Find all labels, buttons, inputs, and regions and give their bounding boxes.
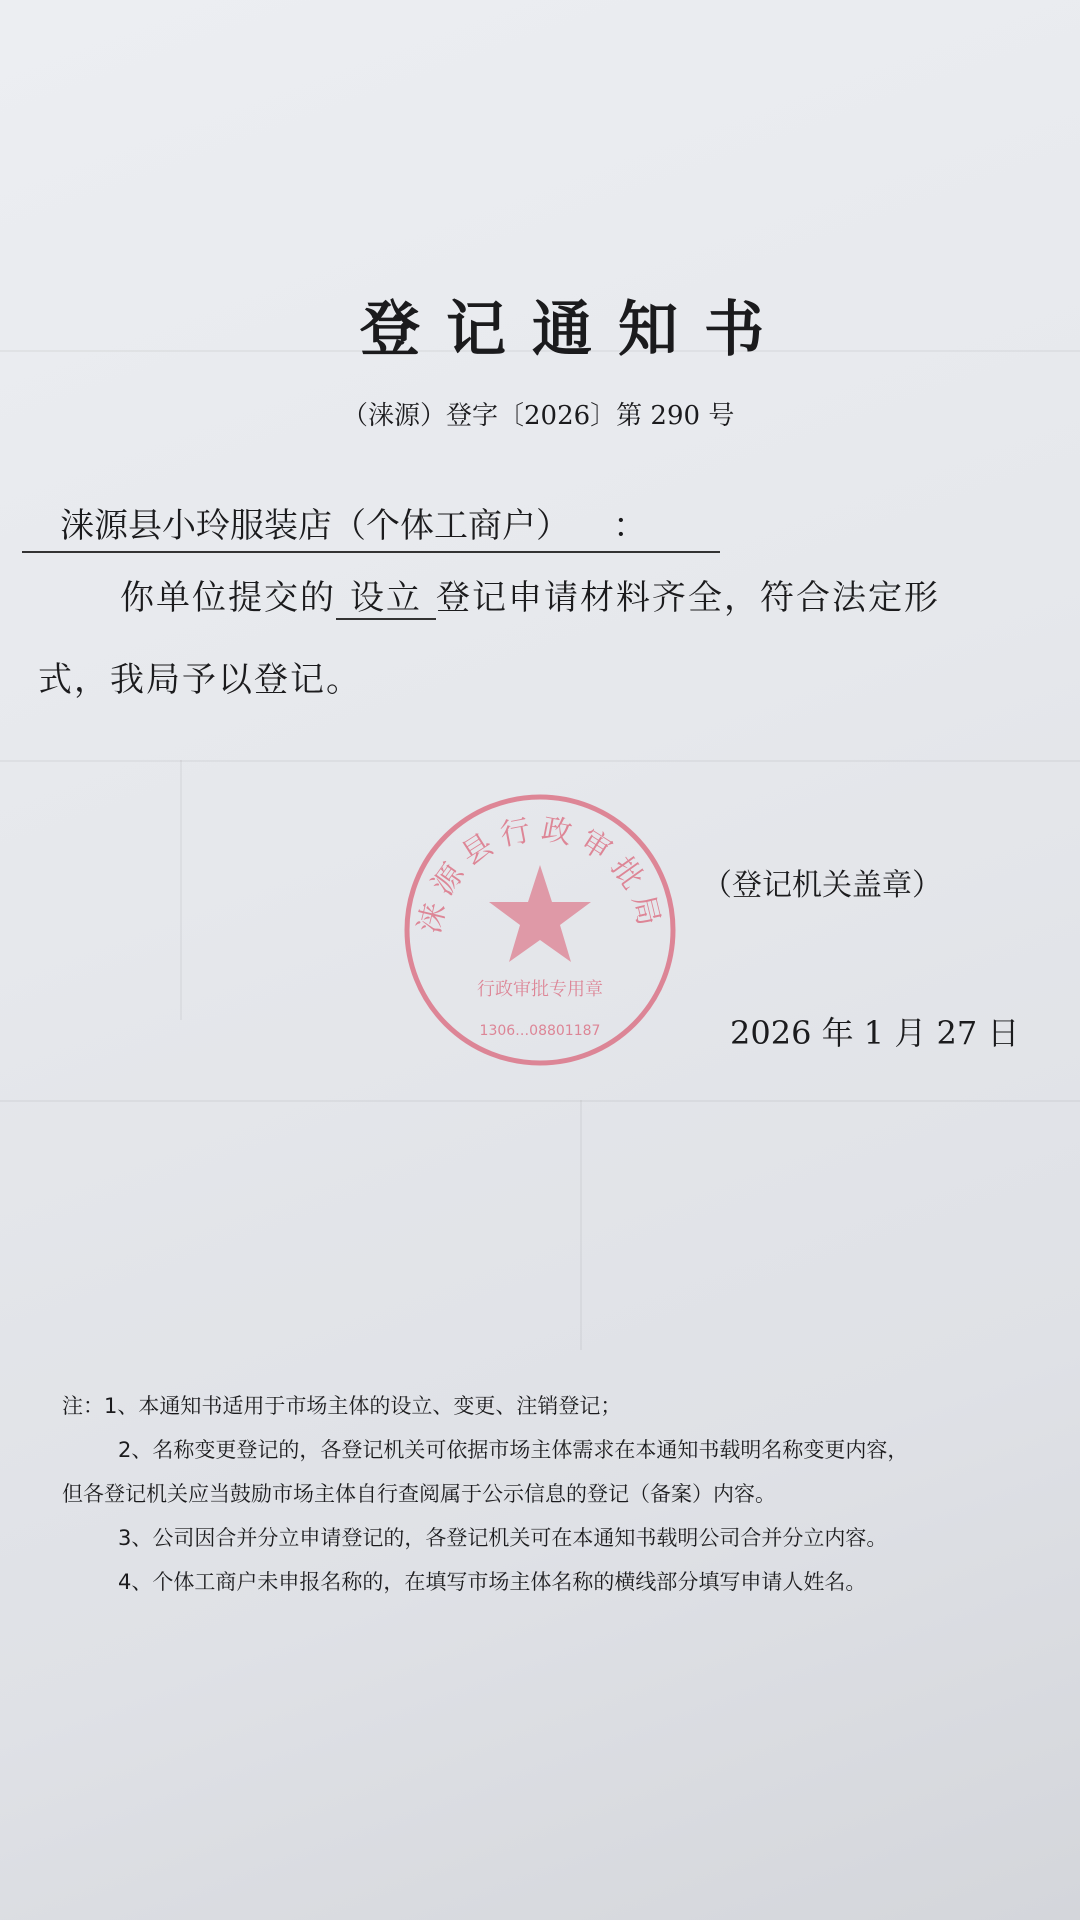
bleed-through-line bbox=[180, 760, 182, 1020]
note-1: 注：1、本通知书适用于市场主体的设立、变更、注销登记； bbox=[62, 1394, 622, 1418]
bleed-through-line bbox=[580, 1100, 582, 1350]
seal-star-icon bbox=[489, 865, 591, 962]
notes-section bbox=[62, 1384, 908, 1604]
registration-type: 设立 bbox=[336, 578, 436, 620]
seal-number: 1306…08801187 bbox=[479, 1023, 601, 1039]
bleed-through-line bbox=[0, 760, 1080, 762]
issue-date: 2026 年 1 月 27 日 bbox=[730, 1014, 1020, 1052]
addressee-line bbox=[22, 498, 720, 553]
body-line-1 bbox=[120, 570, 940, 619]
addressee-name: 涞源县小玲服装店（个体工商户） bbox=[60, 506, 553, 546]
note-4: 4、个体工商户未申报名称的，在填写市场主体名称的横线部分填写申请人姓名。 bbox=[118, 1570, 867, 1594]
note-2-cont: 但各登记机关应当鼓励市场主体自行查阅属于公示信息的登记（备案）内容。 bbox=[62, 1482, 776, 1506]
note-3: 3、公司因合并分立申请登记的，各登记机关可在本通知书载明公司合并分立内容。 bbox=[118, 1526, 888, 1550]
addressee-colon: ： bbox=[613, 506, 647, 546]
body-line-2: 式，我局予以登记。 bbox=[38, 660, 362, 700]
seal-bottom-text: 行政审批专用章 bbox=[477, 979, 603, 1000]
bleed-through-line bbox=[0, 1100, 1080, 1102]
seal-top-text: 涞源县行政审批局 bbox=[412, 811, 668, 937]
official-seal bbox=[400, 790, 680, 1070]
page-title: 登记通知书 bbox=[360, 295, 790, 365]
document-number: （涞源）登字〔2026〕第 290 号 bbox=[342, 401, 735, 431]
seal-label: （登记机关盖章） bbox=[702, 868, 942, 903]
body-prefix: 你单位提交的 bbox=[120, 578, 336, 618]
body-suffix: 登记申请材料齐全，符合法定形 bbox=[436, 578, 940, 618]
note-2: 2、名称变更登记的，各登记机关可依据市场主体需求在本通知书载明名称变更内容， bbox=[118, 1438, 909, 1462]
